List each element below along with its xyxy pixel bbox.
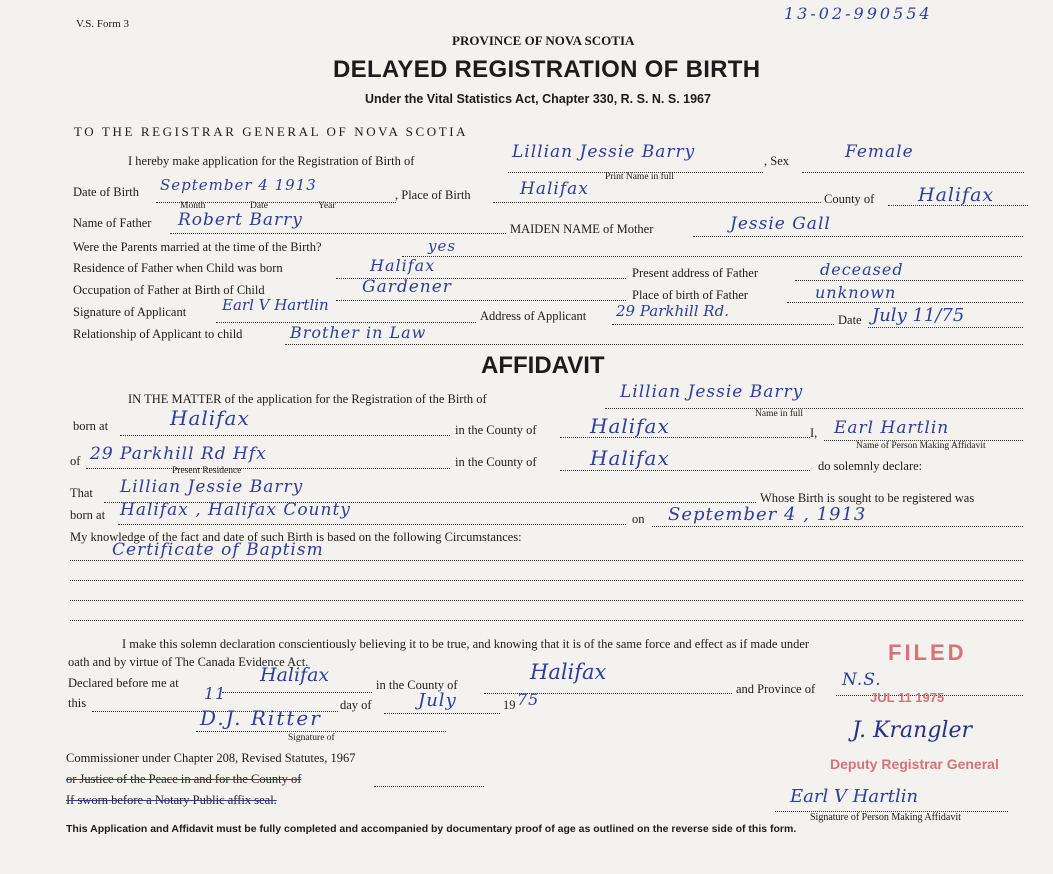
applicant-signature: Earl V Hartlin [222,296,329,314]
i-label: I, [810,426,818,440]
present-address-value: deceased [820,260,904,279]
sex-value: Female [845,142,914,162]
commissioner-signature-line [196,731,446,732]
deponent-signature-label: Signature of Person Making Affidavit [810,812,961,823]
date-label: Date [838,313,862,327]
applicant-address-label: Address of Applicant [480,309,587,323]
date-line [868,327,1023,328]
circumstances-line-1 [70,560,1023,561]
residence-label: Residence of Father when Child was born [73,261,283,275]
residence-value: Halifax [370,256,436,275]
file-number: 13-02-990554 [784,4,933,23]
that-name: Lillian Jessie Barry [120,477,304,497]
mother-line [693,236,1023,237]
born-at2-value: Halifax , Halifax County [120,500,351,520]
place-line [493,202,821,203]
deputy-registrar-stamp: Deputy Registrar General [830,756,999,772]
county-value: Halifax [918,184,995,206]
form-number: V.S. Form 3 [76,18,129,30]
day-of-label: day of [340,698,372,712]
day-value: 11 [204,684,227,703]
occupation-label: Occupation of Father at Birth of Child [73,283,265,297]
declaration-line-2: oath and by virtue of The Canada Evidence Act. [68,655,309,669]
mother-value: Jessie Gall [730,214,831,234]
father-birthplace-line [787,302,1023,303]
apply-label: I hereby make application for the Registration of Birth of [128,154,415,168]
filed-date-stamp: JUL 11 1975 [870,690,945,705]
whose-birth-label: Whose Birth is sought to be registered was [760,491,975,505]
born-at-line [120,435,450,436]
notary-line: If sworn before a Notary Public affix seal. [66,793,277,807]
married-label: Were the Parents married at the time of the Birth? [73,240,322,254]
present-address-label: Present address of Father [632,266,759,280]
mother-label: MAIDEN NAME of Mother [510,222,654,236]
knowledge-label: My knowledge of the fact and date of such Birth is based on the following Circumstances: [70,530,522,544]
county2-line [560,470,810,471]
name-hint: Print Name in full [605,172,674,182]
residence-aff-value: 29 Parkhill Rd Hfx [90,444,267,464]
father-label: Name of Father [73,216,152,230]
county2-label: in the County of [455,455,537,469]
circumstances-line-2 [70,580,1023,581]
declared-label: Declared before me at [68,676,179,690]
county1-label: in the County of [455,423,537,437]
deponent-name: Earl Hartlin [834,418,950,438]
footer-note: This Application and Affidavit must be fully completed and accompanied by documentary proof of age as outlined on the reverse side of this form. [66,823,797,835]
month-line [384,713,500,714]
matter-name-line [605,408,1023,409]
declared-at-value: Halifax [260,664,330,686]
matter-name: Lillian Jessie Barry [620,382,804,402]
relationship-line [285,344,1023,345]
justice-county-line [374,786,484,787]
commissioner-line: Commissioner under Chapter 208, Revised Statutes, 1967 [66,751,356,765]
province-label: and Province of [736,682,816,696]
occupation-line [336,300,626,301]
application-date: July 11/75 [872,305,965,326]
province-heading: PROVINCE OF NOVA SCOTIA [452,33,635,48]
father-birthplace-label: Place of birth of Father [632,288,748,302]
place-value: Halifax [520,179,589,199]
justice-line: or Justice of the Peace in and for the County of [66,772,302,786]
deponent-hint: Name of Person Making Affidavit [856,441,986,451]
dob-label: Date of Birth [73,185,139,199]
born-at2-label: born at [70,508,106,522]
father-birthplace-value: unknown [815,283,897,302]
father-line [170,233,506,234]
married-value: yes [428,237,457,255]
year-suffix: 75 [517,690,540,709]
relationship-label: Relationship of Applicant to child [73,327,243,341]
circumstances-value: Certificate of Baptism [112,540,324,560]
county1-value: Halifax [590,414,670,438]
married-line [402,256,1022,257]
county3-label: in the County of [376,678,458,692]
year-prefix: 19 [503,698,516,712]
province-value: N.S. [842,670,882,690]
born-at2-line [118,524,626,525]
born-at-value: Halifax [170,406,250,430]
addressee: TO THE REGISTRAR GENERAL OF NOVA SCOTIA [74,124,469,139]
sex-label: , Sex [764,154,789,168]
circumstances-line-3 [70,600,1023,601]
page-title: DELAYED REGISTRATION OF BIRTH [333,56,761,83]
declaration-line-1: I make this solemn declaration conscientiously believing it to be true, and knowing that it is of the same force and effect as if made under [122,637,810,651]
of-label: of [70,454,81,468]
registrar-signature: J. Krangler [852,718,972,743]
applicant-address-line [612,324,834,325]
born-on-value: September 4 , 1913 [668,504,867,525]
residence-aff-line [86,468,450,469]
present-address-line [795,280,1023,281]
circumstances-line-4 [70,620,1023,621]
occupation-value: Gardener [362,277,452,297]
applicant-address: 29 Parkhill Rd. [616,302,729,320]
filed-stamp: FILED [888,640,967,665]
that-label: That [70,486,93,500]
born-on-line [652,526,1023,527]
name-full-hint: Name in full [755,409,804,419]
matter-label: IN THE MATTER of the application for the Registration of the Birth of [128,392,487,406]
place-label: , Place of Birth [395,188,471,202]
relationship-value: Brother in Law [290,323,427,342]
applicant-signature-label: Signature of Applicant [73,305,187,319]
present-residence-hint: Present Residence [172,466,242,476]
this-label: this [68,696,87,710]
father-value: Robert Barry [178,210,303,230]
sex-line [802,172,1024,173]
page-subtitle: Under the Vital Statistics Act, Chapter 330, R. S. N. S. 1967 [365,92,711,106]
deponent-signature: Earl V Hartlin [790,786,919,807]
county-label: County of [824,192,875,206]
month-value: July [418,690,457,711]
dob-value: September 4 1913 [160,176,317,194]
child-name: Lillian Jessie Barry [512,142,696,162]
signature-of-label: Signature of [288,733,335,743]
county2-value: Halifax [590,446,670,470]
month-hint: Month [180,201,206,211]
commissioner-signature: D.J. Ritter [200,706,322,730]
on-label: on [632,512,645,526]
date-hint: Date [250,201,268,211]
declared-line [222,692,372,693]
year-hint: Year [318,201,336,211]
declare-label: do solemnly declare: [818,459,923,473]
born-at-label: born at [73,419,109,433]
county3-value: Halifax [530,660,607,684]
affidavit-heading: AFFIDAVIT [481,352,605,379]
